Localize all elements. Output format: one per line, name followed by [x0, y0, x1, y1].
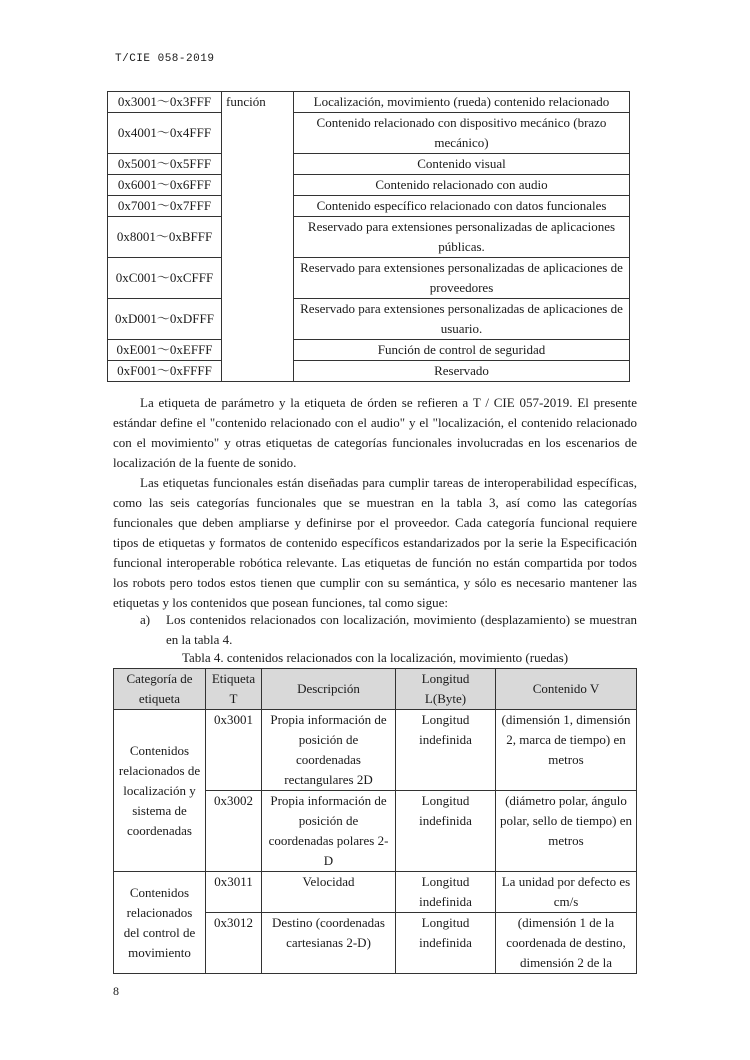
table-row [108, 340, 630, 361]
document-header: T/CIE 058-2019 [115, 53, 215, 65]
description-cell: Reservado para extensiones personalizadas de aplicaciones públicas. [294, 217, 630, 258]
description-cell: Propia información de posición de coordenadas polares 2-D [262, 791, 396, 872]
localization-content-table [113, 668, 637, 974]
description-cell: Localización, movimiento (rueda) contenido relacionado [294, 92, 630, 113]
range-cell: 0x6001～0x6FFF [108, 175, 222, 196]
table-row [108, 258, 630, 299]
content-cell: (dimensión 1, dimensión 2, marca de tiempo) en metros [496, 710, 637, 791]
column-header: Longitud L(Byte) [396, 669, 496, 710]
tag-range-table [107, 91, 630, 382]
table-row [108, 299, 630, 340]
paragraph-functional-tags: Las etiquetas funcionales están diseñadas para cumplir tareas de interoperabilidad específicas, como las seis categorías funcionales que se muestran en la tabla 3, así como las categorías funcionales que deben ampliarse y definirse por el proveedor. Cada categoría funcional requiere tipos de etiquetas y formatos de contenido específicos estandarizados por la serie la Especificación funcional interoperable robótica relevante. Las etiquetas de función no están compartida por todos los robots pero todos estos tienen que cumplir con su semántica, y sólo es necesario mantener las etiquetas y los contenidos que posean funciones, tal como sigue: [113, 475, 637, 610]
table-header-row [114, 669, 637, 710]
description-cell: Contenido visual [294, 154, 630, 175]
description-cell: Reservado [294, 361, 630, 382]
table-row [108, 196, 630, 217]
range-cell: 0x5001～0x5FFF [108, 154, 222, 175]
table-row [108, 217, 630, 258]
category-cell: Contenidos relacionados de localización y sistema de coordenadas [114, 710, 206, 872]
content-cell: (dimensión 1 de la coordenada de destino, dimensión 2 de la [496, 913, 637, 974]
page-number: 8 [113, 984, 119, 998]
range-cell: 0x4001～0x4FFF [108, 113, 222, 154]
category-cell: Contenidos relacionados del control de movimiento [114, 872, 206, 974]
description-cell: Función de control de seguridad [294, 340, 630, 361]
range-cell: 0xD001～0xDFFF [108, 299, 222, 340]
table-caption: Tabla 4. contenidos relacionados con la localización, movimiento (ruedas) [181, 650, 569, 665]
description-cell: Contenido relacionado con audio [294, 175, 630, 196]
description-cell: Reservado para extensiones personalizadas de aplicaciones de usuario. [294, 299, 630, 340]
content-cell: La unidad por defecto es cm/s [496, 872, 637, 913]
table-row [114, 710, 637, 791]
tag-cell: 0x3011 [206, 872, 262, 913]
length-cell: Longitud indefinida [396, 872, 496, 913]
description-cell: Reservado para extensiones personalizadas de aplicaciones de proveedores [294, 258, 630, 299]
content-cell: (diámetro polar, ángulo polar, sello de tiempo) en metros [496, 791, 637, 872]
list-item [113, 610, 637, 650]
range-cell: 0x3001～0x3FFF [108, 92, 222, 113]
column-header: Descripción [262, 669, 396, 710]
tag-cell: 0x3001 [206, 710, 262, 791]
description-cell: Contenido específico relacionado con datos funcionales [294, 196, 630, 217]
range-cell: 0xF001～0xFFFF [108, 361, 222, 382]
range-cell: 0x7001～0x7FFF [108, 196, 222, 217]
table-row [108, 92, 630, 113]
list-marker: a) [140, 612, 151, 627]
length-cell: Longitud indefinida [396, 710, 496, 791]
length-cell: Longitud indefinida [396, 791, 496, 872]
description-cell: Velocidad [262, 872, 396, 913]
range-cell: 0xC001～0xCFFF [108, 258, 222, 299]
list-item-text: Los contenidos relacionados con localización, movimiento (desplazamiento) se muestran en la tabla 4. [166, 612, 637, 647]
description-cell: Contenido relacionado con dispositivo mecánico (brazo mecánico) [294, 113, 630, 154]
paragraph-references: La etiqueta de parámetro y la etiqueta de órden se refieren a T / CIE 057-2019. El presente estándar define el "contenido relacionado con el audio" y el "localización, el contenido relacionado con el movimiento" y otras etiquetas de categorías funcionales involucradas en los escenarios de localización de la fuente de sonido. [113, 395, 637, 470]
range-cell: 0xE001～0xEFFF [108, 340, 222, 361]
column-header: Contenido V [496, 669, 637, 710]
table-row [108, 175, 630, 196]
column-header: Etiqueta T [206, 669, 262, 710]
length-cell: Longitud indefinida [396, 913, 496, 974]
table-row [108, 113, 630, 154]
tag-cell: 0x3002 [206, 791, 262, 872]
function-label-cell: función [222, 92, 294, 382]
table-row [114, 872, 637, 913]
column-header: Categoría de etiqueta [114, 669, 206, 710]
table-row [108, 361, 630, 382]
description-cell: Propia información de posición de coordenadas rectangulares 2D [262, 710, 396, 791]
description-cell: Destino (coordenadas cartesianas 2-D) [262, 913, 396, 974]
table-row [108, 154, 630, 175]
range-cell: 0x8001～0xBFFF [108, 217, 222, 258]
tag-cell: 0x3012 [206, 913, 262, 974]
